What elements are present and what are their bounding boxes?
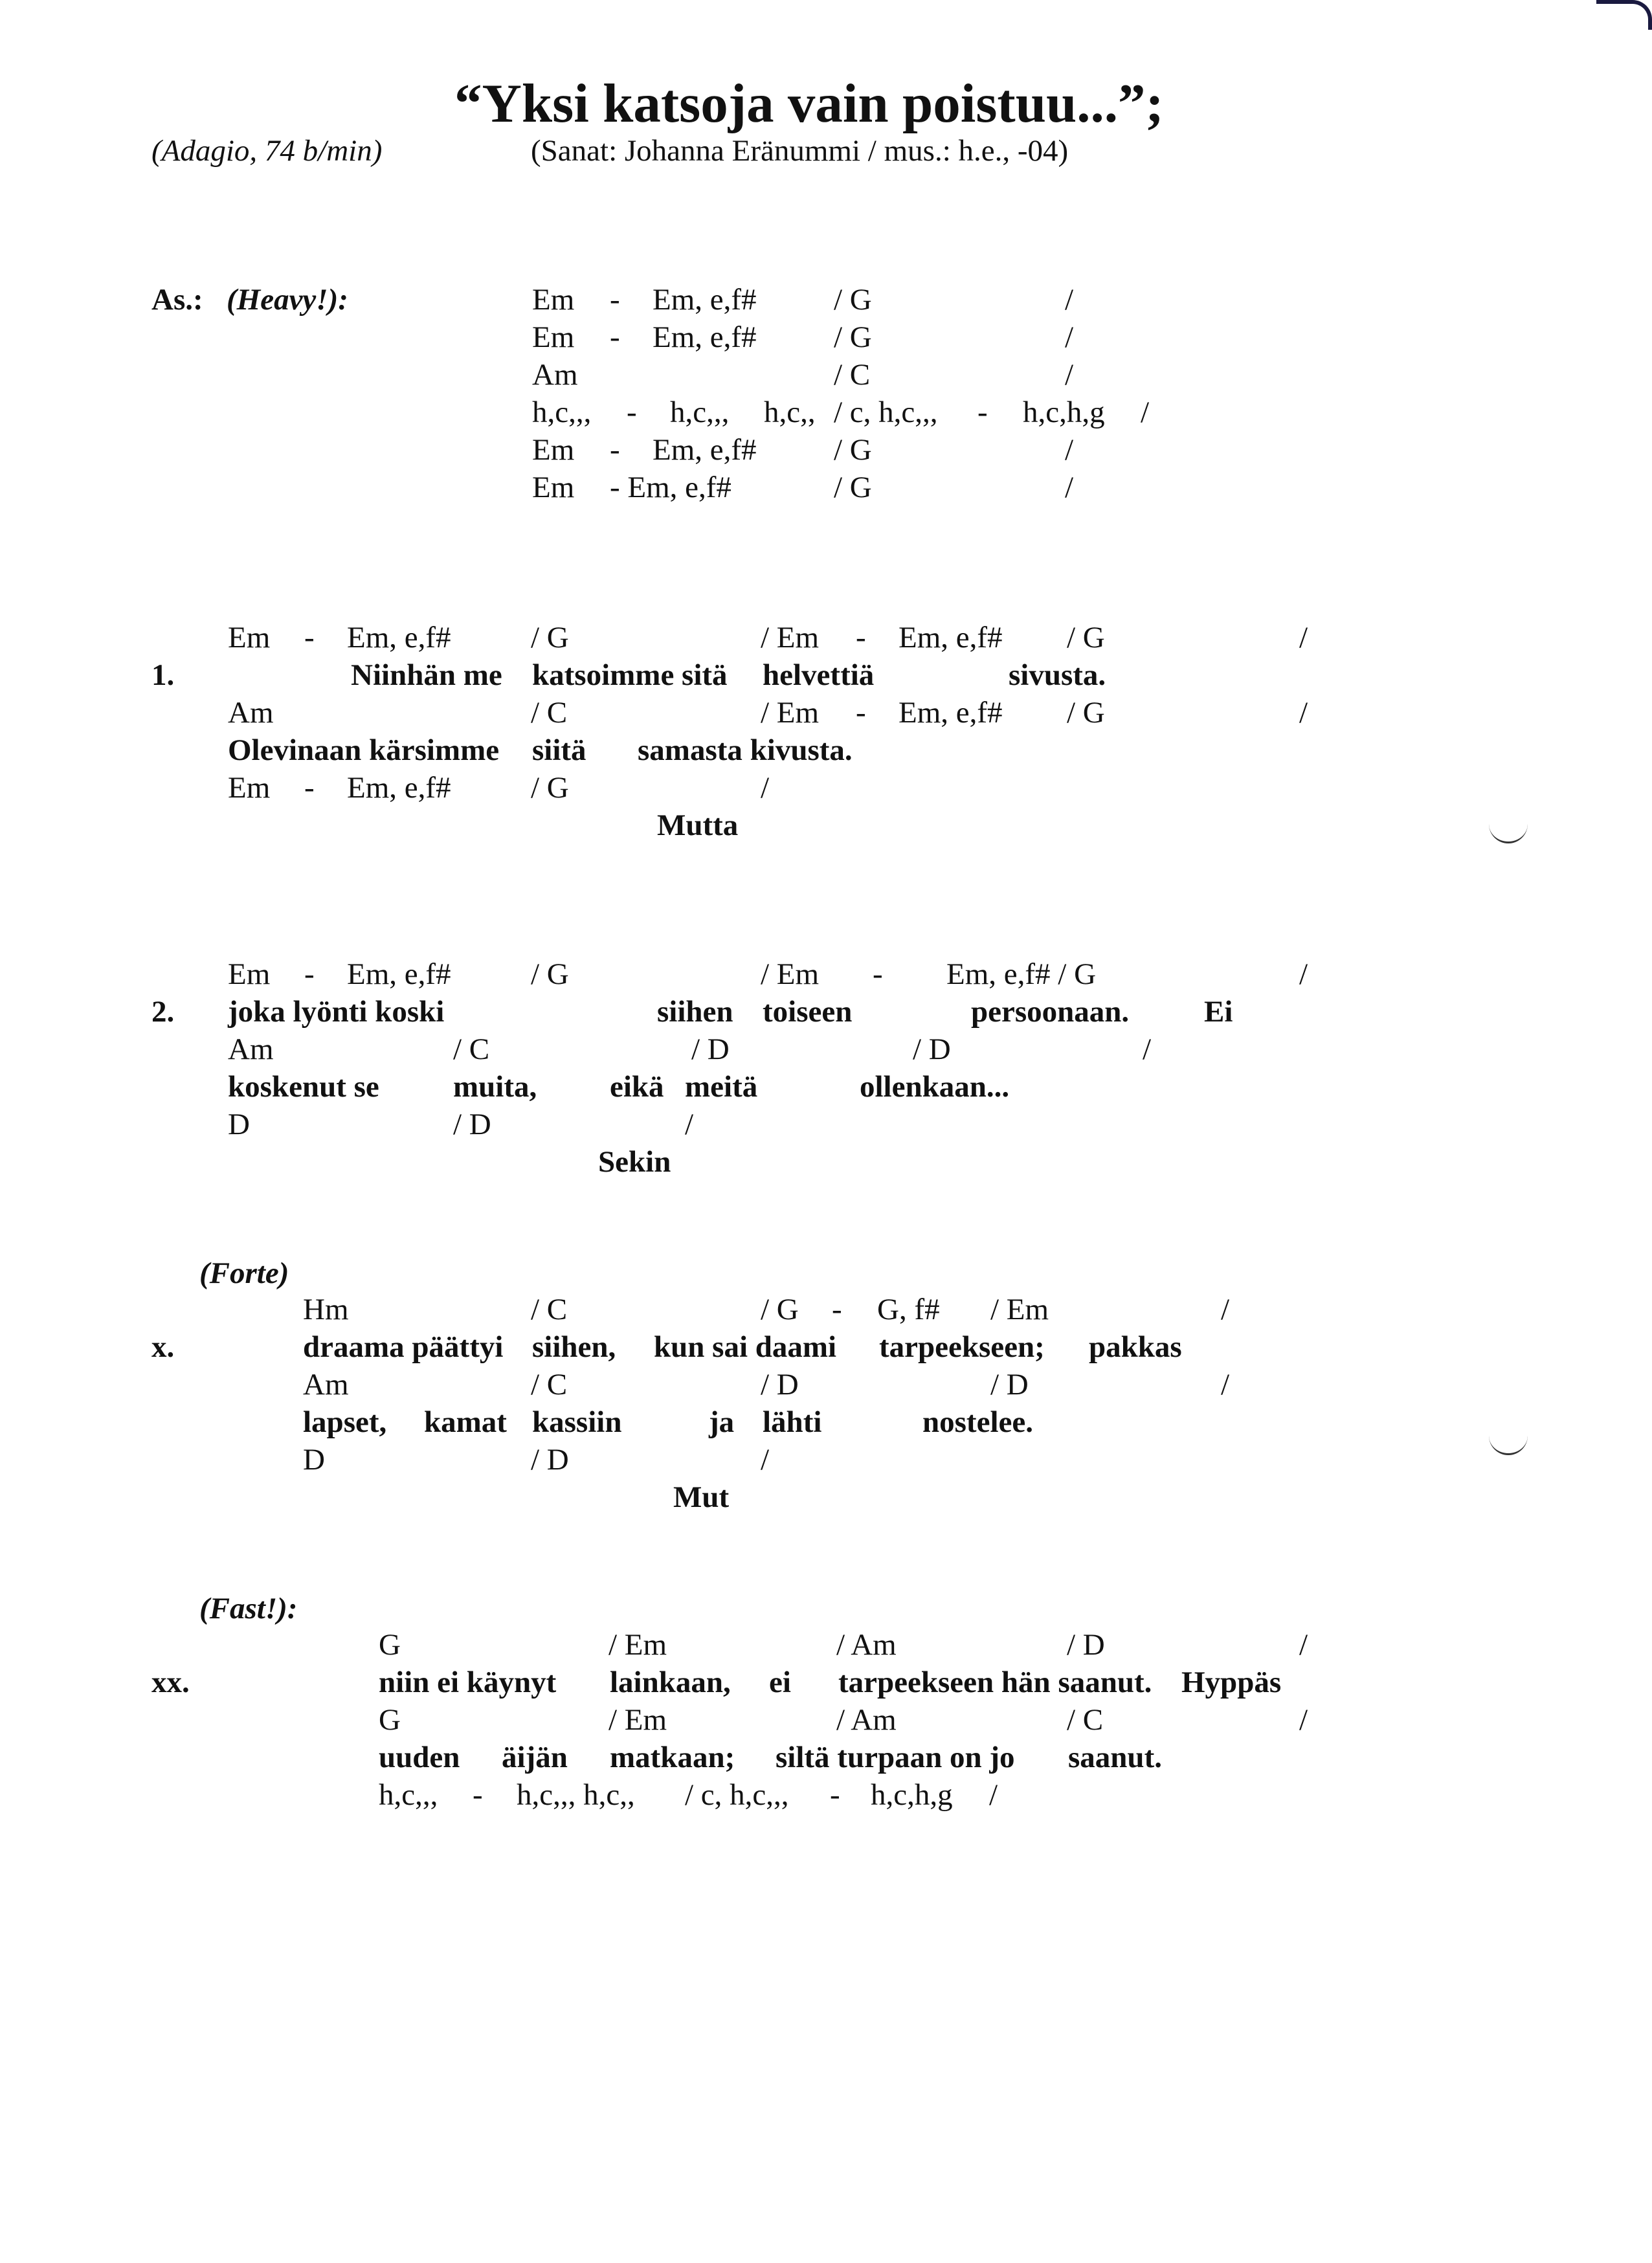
section-number: x. (151, 1330, 175, 1364)
section-number: xx. (151, 1666, 190, 1699)
punch-hole-mark (1489, 822, 1528, 843)
bar-line: / (1143, 1032, 1152, 1066)
chord: D (303, 1443, 325, 1477)
chord: Em, e,f# (653, 283, 757, 317)
tempo-marking: (Adagio, 74 b/min) (151, 134, 383, 168)
lyric: Mut (673, 1480, 730, 1514)
chord: / Am (836, 1703, 897, 1737)
chord: / G (531, 621, 569, 654)
lyric: niin ei käynyt (379, 1666, 557, 1699)
chord: Em, e,f# (347, 771, 451, 805)
lyric: Hyppäs (1181, 1666, 1282, 1699)
lyric: tarpeekseen hän saanut. (838, 1666, 1152, 1699)
bar-line: / (761, 771, 770, 805)
chord: - Em, e,f# (610, 471, 731, 504)
riff: h,c,, (764, 396, 816, 429)
chord-dash: - (304, 771, 315, 805)
chord: / G (531, 957, 569, 991)
lyric: siitä (532, 733, 586, 767)
lyric: tarpeekseen; (879, 1330, 1045, 1364)
riff: h,c,h,g (871, 1778, 953, 1812)
chord: / C (531, 696, 568, 730)
chord-dash: - (473, 1778, 483, 1812)
chord: G (379, 1703, 401, 1737)
bar-line: / (1221, 1293, 1230, 1326)
bar-line: / (1065, 471, 1074, 504)
chord: / G (761, 1293, 799, 1326)
chord-dash: - (856, 696, 866, 730)
bar-line: / (1299, 957, 1308, 991)
lyric: matkaan; (610, 1741, 735, 1774)
chord-dash: - (627, 396, 637, 429)
bar-line: / (1141, 396, 1150, 429)
lyric: katsoimme sitä (532, 658, 728, 692)
lyric: muita, (453, 1070, 537, 1104)
bar-line: / (989, 1778, 998, 1812)
chord: D (228, 1108, 250, 1141)
bar-line: / (761, 1443, 770, 1477)
chord: Em (228, 771, 271, 805)
page-edge-mark (1596, 0, 1652, 30)
bar-line: / (1065, 433, 1074, 467)
lyric: saanut. (1068, 1741, 1162, 1774)
lyric: kassiin (532, 1405, 622, 1439)
lyric: eikä (610, 1070, 664, 1104)
bar-line: / (1299, 696, 1308, 730)
bar-line: / (1299, 621, 1308, 654)
chord: / G (834, 320, 872, 354)
chord: / D (913, 1032, 951, 1066)
chord: Em, e,f# (653, 320, 757, 354)
riff: / c, h,c,,, (685, 1778, 789, 1812)
chord: / Em (761, 696, 820, 730)
bar-line: / (1299, 1703, 1308, 1737)
chord: / D (691, 1032, 730, 1066)
chord: / C (531, 1368, 568, 1401)
lyric: Sekin (598, 1145, 671, 1179)
lyric: siihen (657, 995, 733, 1029)
chord: / D (1067, 1628, 1105, 1662)
chord-dash: - (610, 433, 620, 467)
lyric: Ei (1204, 995, 1233, 1029)
intro-style: (Heavy!): (227, 283, 348, 317)
chord: Em, e,f# (347, 957, 451, 991)
chord-dash: - (304, 957, 315, 991)
chord: G, f# (877, 1293, 940, 1326)
lyric: joka lyönti koski (228, 995, 445, 1029)
bar-line: / (1065, 320, 1074, 354)
chord: / Am (836, 1628, 897, 1662)
lyric: meitä (685, 1070, 758, 1104)
chord-dash: - (873, 957, 883, 991)
chord: / C (1067, 1703, 1104, 1737)
chord: / C (531, 1293, 568, 1326)
bar-line: / (1299, 1628, 1308, 1662)
chord: / G (1067, 696, 1105, 730)
riff: / c, h,c,,, (834, 396, 938, 429)
verse-number: 2. (151, 995, 175, 1029)
lyric: persoonaan. (971, 995, 1130, 1029)
lyric: äijän (502, 1741, 568, 1774)
lyric: kun sai daami (654, 1330, 837, 1364)
lyric: ollenkaan... (860, 1070, 1010, 1104)
chord: Am (228, 696, 274, 730)
riff: h,c,,, (379, 1778, 438, 1812)
chord-dash: - (832, 1293, 842, 1326)
chord: G (379, 1628, 401, 1662)
lyric: draama päättyi (303, 1330, 504, 1364)
lyric: sivusta. (1009, 658, 1106, 692)
chord: / G (531, 771, 569, 805)
chord: / C (834, 358, 871, 392)
chord: / Em (761, 957, 820, 991)
verse-number: 1. (151, 658, 175, 692)
bar-line: / (1065, 283, 1074, 317)
chord: Em (532, 283, 575, 317)
chord: / C (453, 1032, 490, 1066)
chord: / Em (761, 621, 820, 654)
bar-line: / (1065, 358, 1074, 392)
lyric: lapset, (303, 1405, 387, 1439)
chord: Am (228, 1032, 274, 1066)
chord: / D (761, 1368, 799, 1401)
chord: Em, e,f# / G (946, 957, 1097, 991)
chord-dash: - (610, 320, 620, 354)
lyric: koskenut se (228, 1070, 379, 1104)
lyric: siihen, (532, 1330, 616, 1364)
chord: / Em (608, 1628, 667, 1662)
chord: Em (228, 957, 271, 991)
lyric: Niinhän me (351, 658, 502, 692)
chord-dash: - (977, 396, 988, 429)
lyric: siltä turpaan on jo (776, 1741, 1015, 1774)
lyric: toiseen (763, 995, 853, 1029)
lyric: uuden (379, 1741, 460, 1774)
chord: Em (532, 471, 575, 504)
chord: / D (453, 1108, 491, 1141)
lyric: pakkas (1089, 1330, 1182, 1364)
chord: Em (532, 320, 575, 354)
chord-dash: - (304, 621, 315, 654)
lyric: helvettiä (763, 658, 875, 692)
tempo-marking: (Fast!): (199, 1592, 298, 1625)
punch-hole-mark (1489, 1434, 1528, 1455)
chord: Am (303, 1368, 349, 1401)
lyric: Olevinaan kärsimme (228, 733, 500, 767)
riff: h,c,,, (532, 396, 592, 429)
lyric: kamat (424, 1405, 507, 1439)
riff: h,c,,, (670, 396, 730, 429)
riff: h,c,h,g (1023, 396, 1105, 429)
chord: / G (834, 283, 872, 317)
bar-line: / (685, 1108, 694, 1141)
chord: / G (834, 471, 872, 504)
chord: / G (1067, 621, 1105, 654)
lyric: nostelee. (922, 1405, 1033, 1439)
chord: Hm (303, 1293, 349, 1326)
chord: / D (531, 1443, 569, 1477)
lyric: ja (709, 1405, 735, 1439)
credits: (Sanat: Johanna Eränummi / mus.: h.e., -04) (531, 134, 1069, 168)
lyric: samasta kivusta. (638, 733, 853, 767)
chord: Em, e,f# (347, 621, 451, 654)
lyric: lainkaan, (610, 1666, 731, 1699)
chord: / G (834, 433, 872, 467)
chord-dash: - (830, 1778, 840, 1812)
chord: Em (228, 621, 271, 654)
chord: Em, e,f# (653, 433, 757, 467)
chord: / Em (990, 1293, 1049, 1326)
intro-label: As.: (151, 283, 203, 317)
lyric: Mutta (657, 808, 739, 842)
chord: Em, e,f# (899, 696, 1003, 730)
chord-dash: - (610, 283, 620, 317)
chord: / D (990, 1368, 1029, 1401)
lyric: ei (769, 1666, 791, 1699)
song-title: “Yksi katsoja vain poistuu...”; (454, 73, 1164, 134)
chord: Em, e,f# (899, 621, 1003, 654)
chord-dash: - (856, 621, 866, 654)
lyric: lähti (763, 1405, 822, 1439)
chord: / Em (608, 1703, 667, 1737)
riff: h,c,,, h,c,, (517, 1778, 635, 1812)
chord: Em (532, 433, 575, 467)
chord: Am (532, 358, 578, 392)
bar-line: / (1221, 1368, 1230, 1401)
dynamic-marking: (Forte) (199, 1256, 289, 1290)
